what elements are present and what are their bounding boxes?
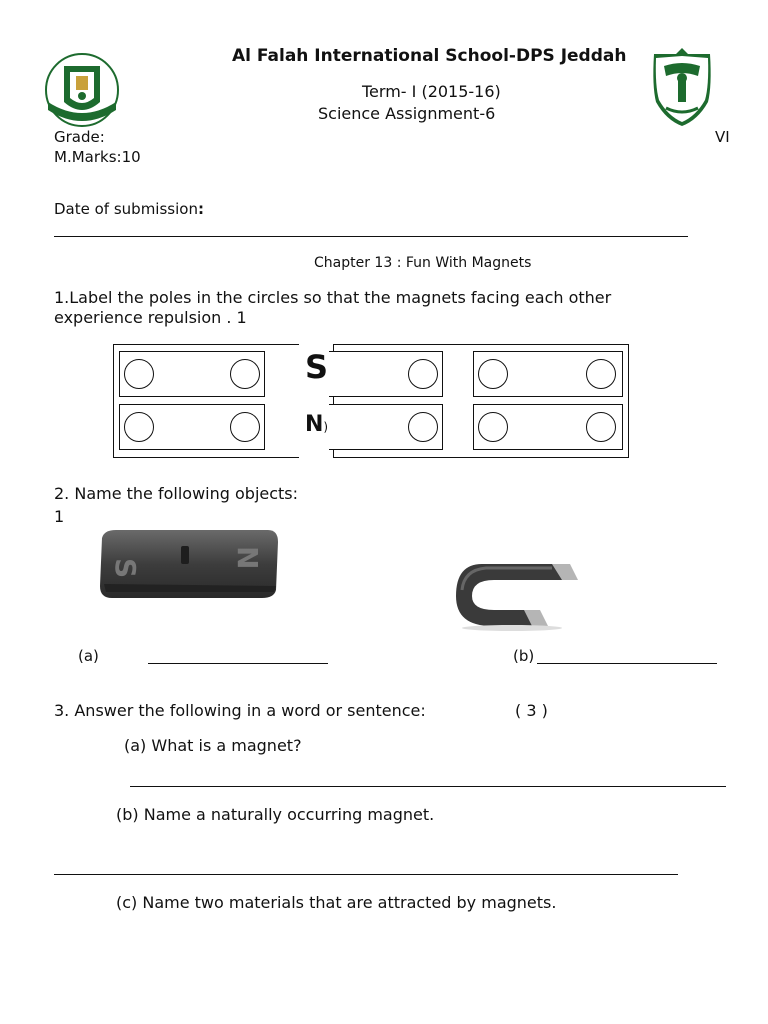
pole-circle[interactable]	[586, 359, 616, 389]
magnet-bar	[119, 404, 265, 450]
q2-a-label: (a)	[78, 647, 99, 665]
horseshoe-magnet-image	[452, 560, 584, 632]
pole-circle[interactable]	[408, 359, 438, 389]
submission-label: Date of submission:	[54, 200, 204, 218]
pole-circle[interactable]	[478, 359, 508, 389]
q1-text-line2: experience repulsion . 1	[54, 308, 247, 327]
magnet-bar	[473, 351, 623, 397]
q3-c-question: (c) Name two materials that are attracted by magnets.	[116, 893, 557, 912]
bar-magnet-image	[96, 528, 280, 600]
pole-label-n: N)	[305, 412, 329, 437]
school-name: Al Falah International School-DPS Jeddah	[232, 46, 627, 66]
q2-a-answer-line[interactable]	[148, 663, 328, 664]
q3-b-answer-line[interactable]	[54, 874, 678, 875]
magnet-bar	[473, 404, 623, 450]
submission-line	[54, 236, 688, 237]
grade-value: VI	[715, 128, 730, 146]
q3-marks: ( 3 )	[515, 701, 548, 720]
assignment-title: Science Assignment-6	[318, 104, 496, 123]
school-logo-left	[44, 52, 120, 128]
q3-a-question: (a) What is a magnet?	[124, 736, 302, 755]
pole-circle[interactable]	[124, 359, 154, 389]
q3-b-question: (b) Name a naturally occurring magnet.	[116, 805, 435, 824]
bar-magnet-n-letter: N	[231, 546, 264, 570]
max-marks: M.Marks:10	[54, 148, 141, 166]
chapter-title: Chapter 13 : Fun With Magnets	[314, 255, 532, 271]
grade-label: Grade:	[54, 128, 105, 146]
pole-circle[interactable]	[230, 412, 260, 442]
magnet-bar	[323, 404, 443, 450]
magnet-bar	[119, 351, 265, 397]
q2-b-answer-line[interactable]	[537, 663, 717, 664]
q2-title: 2. Name the following objects:	[54, 484, 299, 503]
q2-marks: 1	[54, 507, 65, 526]
q3-title: 3. Answer the following in a word or sentence:	[54, 701, 426, 720]
pole-circle[interactable]	[478, 412, 508, 442]
magnet-diagram	[113, 344, 629, 458]
term: Term- I (2015-16)	[362, 82, 501, 101]
pole-circle[interactable]	[408, 412, 438, 442]
magnet-bar	[323, 351, 443, 397]
pole-circle[interactable]	[230, 359, 260, 389]
school-logo-right	[648, 46, 716, 128]
q2-b-label: (b)	[513, 647, 535, 665]
pole-circle[interactable]	[124, 412, 154, 442]
q3-a-answer-line[interactable]	[130, 786, 726, 787]
bar-magnet-s-letter: S	[109, 558, 142, 579]
pole-label-s: S	[305, 348, 329, 386]
q1-text-line1: 1.Label the poles in the circles so that the magnets facing each other	[54, 288, 612, 307]
pole-circle[interactable]	[586, 412, 616, 442]
